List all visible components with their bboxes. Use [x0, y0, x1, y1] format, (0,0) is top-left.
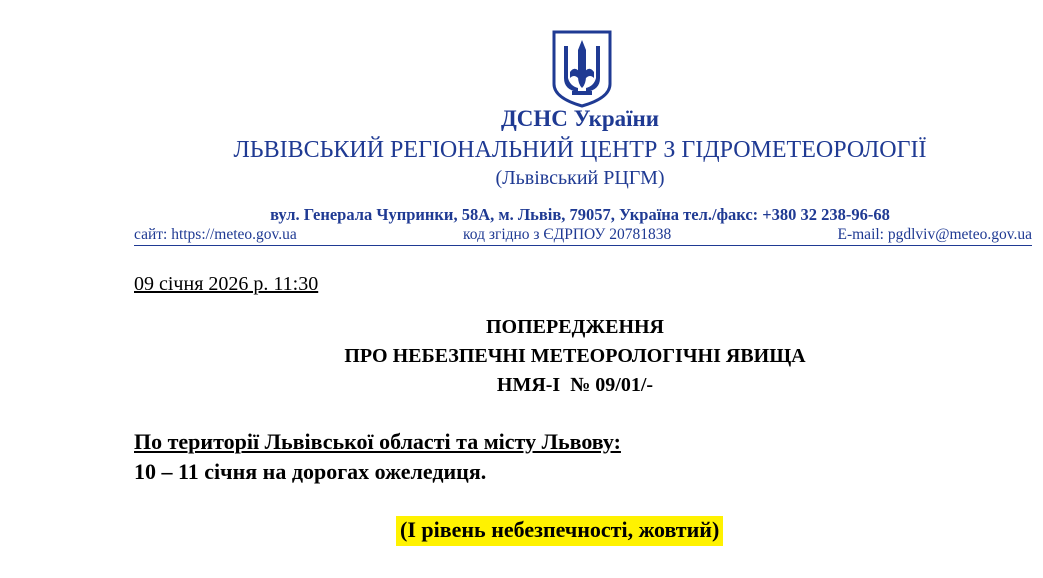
ukraine-trident-icon: [550, 28, 614, 108]
contacts-line: [134, 226, 1032, 246]
address-line: вул. Генерала Чупринки, 58А, м. Львів, 79057, Україна тел./факс: +380 32 238-96-68: [270, 205, 890, 224]
document-datetime: 09 січня 2026 р. 11:30: [134, 273, 319, 295]
danger-level-badge: (І рівень небезпечності, жовтий): [396, 516, 723, 546]
phenomenon-text: 10 – 11 січня на дорогах ожеледиця.: [134, 459, 487, 484]
document-number: НМЯ-І № 09/01/-: [496, 374, 654, 396]
agency-name: ДСНС України: [500, 106, 660, 131]
center-name: ЛЬВІВСЬКИЙ РЕГІОНАЛЬНИЙ ЦЕНТР З ГІДРОМЕТЕОРОЛОГІЇ: [233, 137, 927, 163]
edrpou-code: код згідно з ЄДРПОУ 20781838: [463, 226, 672, 243]
document-title: ПОПЕРЕДЖЕННЯ: [486, 316, 664, 338]
document-subtitle: ПРО НЕБЕЗПЕЧНІ МЕТЕОРОЛОГІЧНІ ЯВИЩА: [344, 345, 806, 367]
center-short-name: (Львівський РЦГМ): [495, 167, 665, 189]
email-link[interactable]: E-mail: pgdlviv@meteo.gov.ua: [837, 226, 1032, 243]
region-heading: По території Львівської області та місту Львову:: [134, 429, 621, 454]
site-link[interactable]: сайт: https://meteo.gov.ua: [134, 226, 297, 243]
